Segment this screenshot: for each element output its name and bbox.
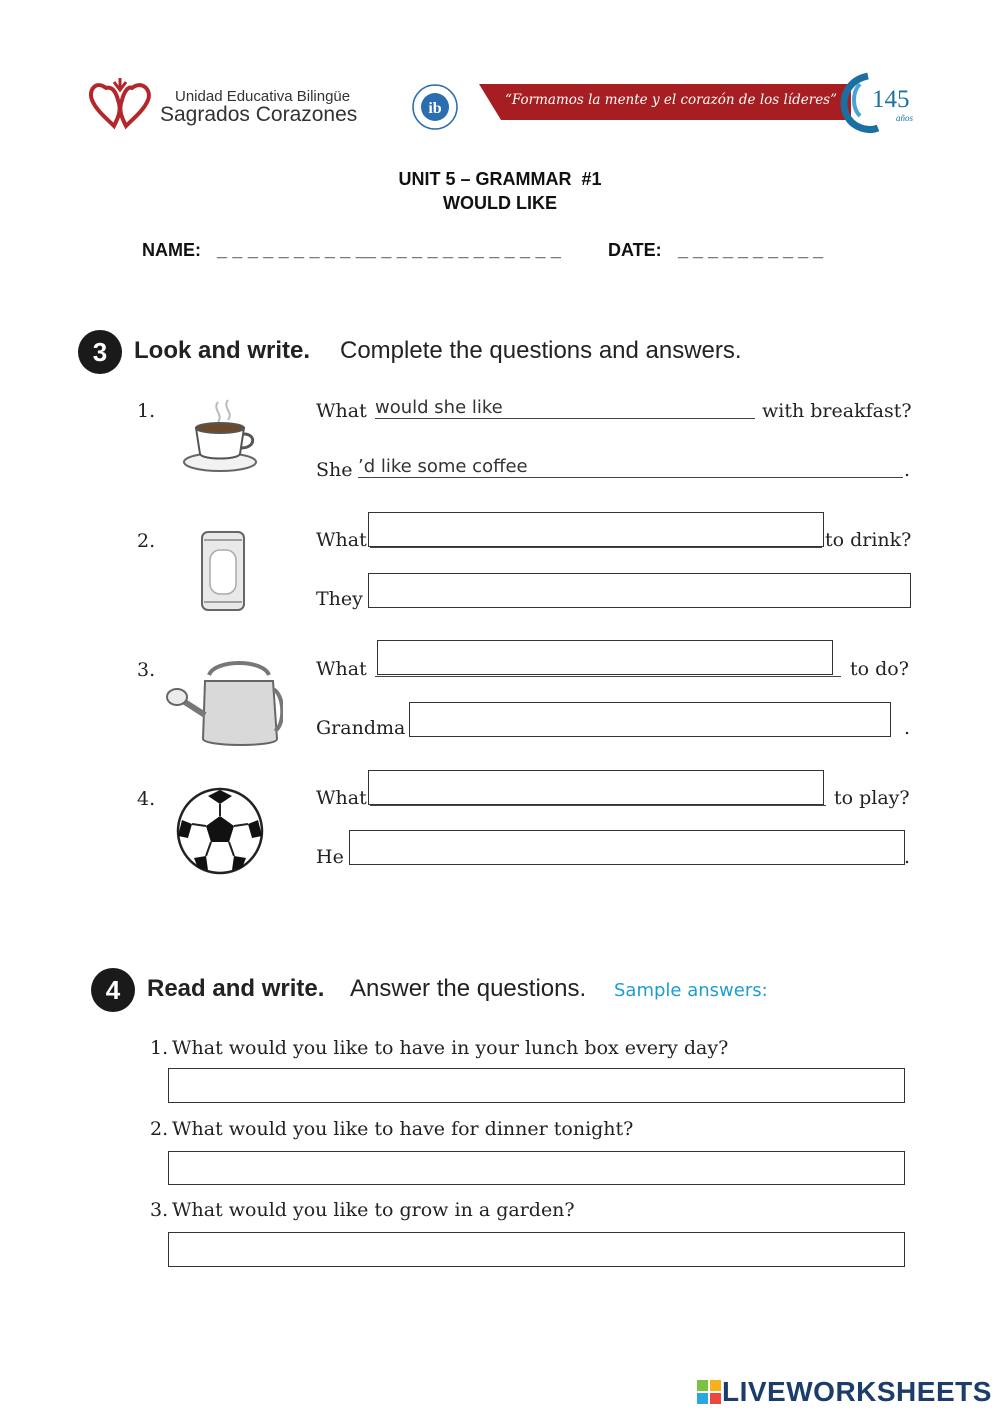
item1-answer-end: . xyxy=(904,459,911,481)
item1-question-start: What xyxy=(316,400,367,422)
item3-answer-start: Grandma xyxy=(316,717,406,739)
item3-answer-input[interactable] xyxy=(409,702,891,737)
section4-number-badge: 4 xyxy=(91,968,135,1012)
name-field[interactable]: _ _ _ _ _ _ _ _ _ __ _ _ _ _ _ _ _ _ _ _ _ _ xyxy=(217,240,562,260)
item4-answer-input[interactable] xyxy=(349,830,905,865)
soccer-ball-icon xyxy=(174,786,274,876)
section4-title: Read and write. xyxy=(147,975,325,1002)
item1-answer-line xyxy=(358,477,903,478)
item1-question-answer[interactable]: would she like xyxy=(375,397,503,418)
item1-question-end: with breakfast? xyxy=(762,400,912,422)
topic-title: WOULD LIKE xyxy=(443,193,557,213)
liveworksheets-brand[interactable]: LIVEWORKSHEETS xyxy=(722,1376,992,1407)
item3-question-start: What xyxy=(316,658,367,680)
school-name-line2: Sagrados Corazones xyxy=(160,103,358,126)
svg-text:ib: ib xyxy=(428,100,442,117)
s4-answer3-input[interactable] xyxy=(168,1232,905,1267)
unit-title: UNIT 5 – GRAMMAR #1 xyxy=(398,169,602,189)
anniversary-subtitle: años xyxy=(896,113,914,123)
item1-question-line xyxy=(375,418,755,419)
watering-can-icon xyxy=(165,655,283,751)
item4-question-start: What xyxy=(316,787,367,809)
item2-answer-start: They xyxy=(316,588,363,610)
soda-can-icon xyxy=(178,528,278,614)
s4-question1-number: 1. xyxy=(150,1037,169,1059)
item1-answer-start: She xyxy=(316,459,353,481)
item2-question-input[interactable] xyxy=(368,512,824,547)
date-field[interactable]: _ _ _ _ _ _ _ _ _ _ xyxy=(678,240,824,260)
s4-question2-number: 2. xyxy=(150,1118,169,1140)
item2-question-start: What xyxy=(316,529,367,551)
item3-question-line xyxy=(375,676,841,677)
sagrados-corazones-logo-icon xyxy=(88,78,152,130)
s4-question3-text: What would you like to grow in a garden? xyxy=(172,1199,575,1221)
coffee-cup-icon xyxy=(178,398,278,480)
school-name-line1: Unidad Educativa Bilingüe xyxy=(175,88,351,105)
item4-answer-end: . xyxy=(904,846,911,868)
item4-answer-start: He xyxy=(316,846,344,868)
item4-question-line xyxy=(370,805,826,806)
s4-question3-number: 3. xyxy=(150,1199,169,1221)
section3-number-badge: 3 xyxy=(78,330,122,374)
item2-question-line xyxy=(370,547,822,548)
s4-answer1-input[interactable] xyxy=(168,1068,905,1103)
item1-number: 1. xyxy=(137,400,156,422)
date-label: DATE: xyxy=(608,240,662,260)
item3-answer-end: . xyxy=(904,717,911,739)
item2-number: 2. xyxy=(137,530,156,552)
name-label: NAME: xyxy=(142,240,201,260)
item2-question-end: to drink? xyxy=(825,529,912,551)
item1-answer-text[interactable]: ’d like some coffee xyxy=(358,456,528,477)
s4-answer2-input[interactable] xyxy=(168,1151,905,1185)
item4-question-input[interactable] xyxy=(368,770,824,805)
item3-question-input[interactable] xyxy=(377,640,833,675)
liveworksheets-logo-icon xyxy=(697,1380,721,1404)
item4-question-end: to play? xyxy=(834,787,910,809)
sample-answers-label: Sample answers: xyxy=(614,980,768,1001)
section4-instruction: Answer the questions. xyxy=(350,975,587,1002)
s4-question2-text: What would you like to have for dinner tonight? xyxy=(172,1118,634,1140)
item3-number: 3. xyxy=(137,659,156,681)
item3-question-end: to do? xyxy=(850,658,909,680)
anniversary-number: 145 xyxy=(872,86,910,113)
s4-question1-text: What would you like to have in your lunch box every day? xyxy=(172,1037,729,1059)
section3-instruction: Complete the questions and answers. xyxy=(340,337,742,364)
school-motto: “Formamos la mente y el corazón de los líderes” xyxy=(505,92,838,108)
section3-title: Look and write. xyxy=(134,337,311,364)
ib-world-school-logo-icon xyxy=(404,83,466,131)
item4-number: 4. xyxy=(137,788,156,810)
item2-answer-input[interactable] xyxy=(368,573,911,608)
